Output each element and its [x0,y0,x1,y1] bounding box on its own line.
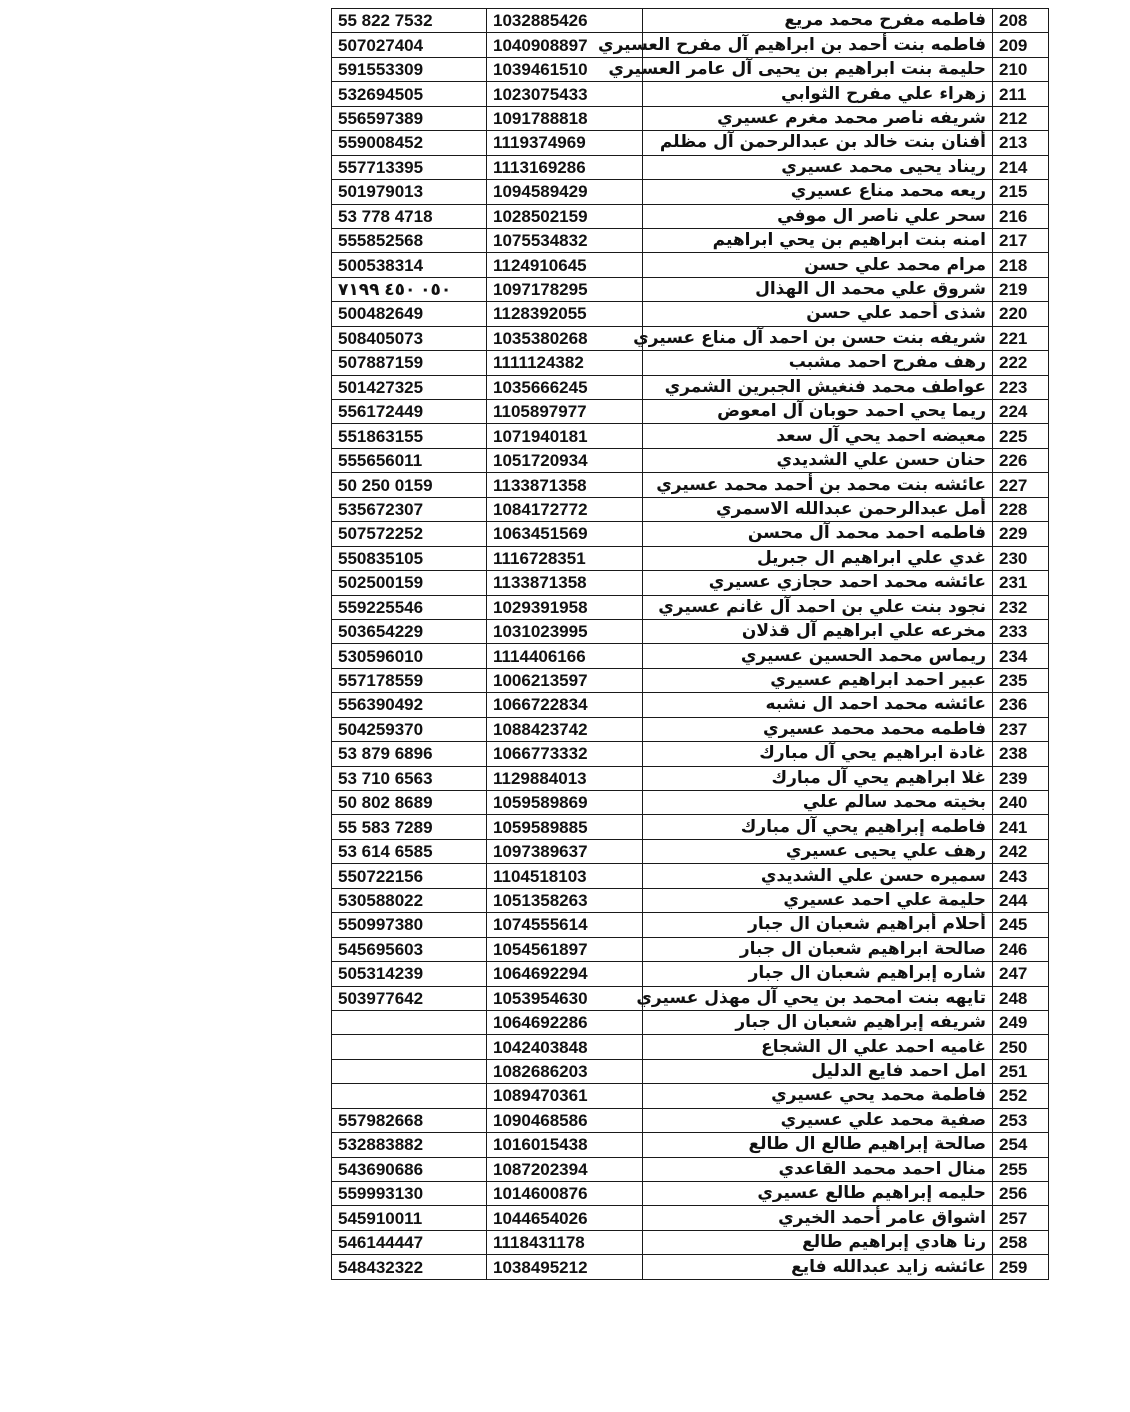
phone-cell: 503977642 [332,986,487,1010]
name-cell: أمل عبدالرحمن عبدالله الاسمري [643,497,993,521]
table-row [332,717,1049,741]
phone-cell: 550997380 [332,913,487,937]
name-cell: ريناد يحيى محمد عسيري [643,155,993,179]
name-cell: عواطف محمد فنغيش الجبرين الشمري [643,375,993,399]
name-cell: مخرعه علي ابراهيم آل قذلان [643,619,993,643]
phone-cell: 559008452 [332,131,487,155]
table-row [332,180,1049,204]
id-number-cell: 1053954630 [487,986,643,1010]
table-row [332,864,1049,888]
name-cell: فاطمه إبراهيم يحي آل مبارك [643,815,993,839]
phone-cell: 546144447 [332,1230,487,1254]
id-number-cell: 1114406166 [487,644,643,668]
id-number-cell: 1116728351 [487,546,643,570]
name-cell: ريعه محمد مناع عسيري [643,180,993,204]
table-row [332,424,1049,448]
id-number-cell: 1066722834 [487,693,643,717]
id-number-cell: 1042403848 [487,1035,643,1059]
row-number-cell: 251 [993,1059,1049,1083]
table-row [332,204,1049,228]
name-cell: تايهه بنت امحمد بن يحي آل مهذل عسيري [643,986,993,1010]
row-number-cell: 243 [993,864,1049,888]
row-number-cell: 225 [993,424,1049,448]
table-row [332,522,1049,546]
name-cell: شريفه ناصر محمد مغرم عسيري [643,106,993,130]
name-cell: عائشه زايد عبدالله فايع [643,1255,993,1279]
table-row [332,277,1049,301]
table-row [332,57,1049,81]
row-number-cell: 226 [993,448,1049,472]
id-number-cell: 1051358263 [487,888,643,912]
id-number-cell: 1090468586 [487,1108,643,1132]
id-number-cell: 1094589429 [487,180,643,204]
id-number-cell: 1104518103 [487,864,643,888]
phone-cell: 535672307 [332,497,487,521]
row-number-cell: 238 [993,742,1049,766]
name-cell: فاطمه احمد محمد آل محسن [643,522,993,546]
id-number-cell: 1075534832 [487,228,643,252]
table-row [332,131,1049,155]
table-row [332,937,1049,961]
id-number-cell: 1097389637 [487,839,643,863]
phone-cell [332,1084,487,1108]
row-number-cell: 229 [993,522,1049,546]
name-cell: غاميه احمد علي ال الشجاع [643,1035,993,1059]
row-number-cell: 241 [993,815,1049,839]
row-number-cell: 249 [993,1010,1049,1034]
row-number-cell: 236 [993,693,1049,717]
row-number-cell: 247 [993,962,1049,986]
id-number-cell: 1133871358 [487,571,643,595]
name-cell: عائشه محمد احمد ال نشبه [643,693,993,717]
table-row [332,375,1049,399]
name-cell: ريماس محمد الحسين عسيري [643,644,993,668]
names-table-body [332,9,1049,1280]
phone-cell: 507887159 [332,351,487,375]
name-cell: نجود بنت علي بن احمد آل غانم عسيري [643,595,993,619]
table-row [332,1035,1049,1059]
table-row [332,962,1049,986]
phone-cell: 555852568 [332,228,487,252]
id-number-cell: 1119374969 [487,131,643,155]
name-cell: فاطمه مفرح محمد مريع [643,9,993,33]
names-table [331,8,1049,1280]
phone-cell: 507027404 [332,33,487,57]
id-number-cell: 1059589885 [487,815,643,839]
row-number-cell: 220 [993,302,1049,326]
row-number-cell: 254 [993,1133,1049,1157]
name-cell: حليمة بنت ابراهيم بن يحيى آل عامر العسيري [643,57,993,81]
table-row [332,106,1049,130]
phone-cell: 500538314 [332,253,487,277]
id-number-cell: 1014600876 [487,1182,643,1206]
id-number-cell: 1040908897 [487,33,643,57]
table-row [332,473,1049,497]
name-cell: معيضه احمد يحي آل سعد [643,424,993,448]
id-number-cell: 1113169286 [487,155,643,179]
id-number-cell: 1023075433 [487,82,643,106]
row-number-cell: 231 [993,571,1049,595]
id-number-cell: 1028502159 [487,204,643,228]
phone-cell: 556172449 [332,400,487,424]
phone-cell [332,1010,487,1034]
phone-cell: 559993130 [332,1182,487,1206]
phone-cell: 508405073 [332,326,487,350]
phone-cell: 530588022 [332,888,487,912]
id-number-cell: 1006213597 [487,668,643,692]
row-number-cell: 216 [993,204,1049,228]
name-cell: صفية محمد علي عسيري [643,1108,993,1132]
name-cell: شروق علي محمد ال الهذال [643,277,993,301]
id-number-cell: 1044654026 [487,1206,643,1230]
phone-cell: 548432322 [332,1255,487,1279]
table-row [332,571,1049,595]
name-cell: صالحة إبراهيم طالع ال طالع [643,1133,993,1157]
name-cell: رنا هادي إبراهيم طالع [643,1230,993,1254]
table-row [332,33,1049,57]
row-number-cell: 248 [993,986,1049,1010]
phone-cell: 53 710 6563 [332,766,487,790]
name-cell: رهف مفرح احمد مشبب [643,351,993,375]
phone-cell: 557713395 [332,155,487,179]
row-number-cell: 255 [993,1157,1049,1181]
phone-cell: 53 778 4718 [332,204,487,228]
table-row [332,693,1049,717]
row-number-cell: 212 [993,106,1049,130]
name-cell: ريما يحي احمد حوبان آل امعوض [643,400,993,424]
id-number-cell: 1064692294 [487,962,643,986]
table-row [332,1108,1049,1132]
phone-cell: 55 583 7289 [332,815,487,839]
row-number-cell: 252 [993,1084,1049,1108]
row-number-cell: 259 [993,1255,1049,1279]
id-number-cell: 1054561897 [487,937,643,961]
table-row [332,228,1049,252]
table-row [332,913,1049,937]
table-row [332,9,1049,33]
phone-cell: 591553309 [332,57,487,81]
table-row [332,1010,1049,1034]
phone-cell: 500482649 [332,302,487,326]
table-row [332,546,1049,570]
row-number-cell: 214 [993,155,1049,179]
phone-cell: 550835105 [332,546,487,570]
name-cell: حليمه إبراهيم طالع عسيري [643,1182,993,1206]
name-cell: عبير احمد ابراهيم عسيري [643,668,993,692]
table-row [332,1133,1049,1157]
name-cell: بخيته محمد سالم علي [643,791,993,815]
table-row [332,400,1049,424]
row-number-cell: 250 [993,1035,1049,1059]
name-cell: سحر علي ناصر ال موفي [643,204,993,228]
table-row [332,253,1049,277]
phone-cell: ٠٥٠ ٤٥٠ ٧١٩٩ [332,277,487,301]
phone-cell: 550722156 [332,864,487,888]
name-cell: شريفه إبراهيم شعبان ال جبار [643,1010,993,1034]
row-number-cell: 224 [993,400,1049,424]
phone-cell: 501427325 [332,375,487,399]
phone-cell: 507572252 [332,522,487,546]
phone-cell: 557982668 [332,1108,487,1132]
phone-cell [332,1059,487,1083]
row-number-cell: 244 [993,888,1049,912]
name-cell: زهراء علي مفرح الثوابي [643,82,993,106]
id-number-cell: 1029391958 [487,595,643,619]
id-number-cell: 1032885426 [487,9,643,33]
phone-cell: 502500159 [332,571,487,595]
phone-cell: 53 614 6585 [332,839,487,863]
row-number-cell: 222 [993,351,1049,375]
name-cell: امل احمد فايع الدليل [643,1059,993,1083]
name-cell: مرام محمد علي حسن [643,253,993,277]
row-number-cell: 208 [993,9,1049,33]
name-cell: سميره حسن علي الشديدي [643,864,993,888]
phone-cell: 545910011 [332,1206,487,1230]
row-number-cell: 227 [993,473,1049,497]
table-row [332,1255,1049,1279]
row-number-cell: 237 [993,717,1049,741]
phone-cell: 50 250 0159 [332,473,487,497]
name-cell: رهف علي يحيى عسيري [643,839,993,863]
table-row [332,668,1049,692]
id-number-cell: 1035380268 [487,326,643,350]
row-number-cell: 221 [993,326,1049,350]
table-row [332,448,1049,472]
row-number-cell: 245 [993,913,1049,937]
id-number-cell: 1088423742 [487,717,643,741]
name-cell: امنه بنت ابراهيم بن يحي ابراهيم [643,228,993,252]
id-number-cell: 1039461510 [487,57,643,81]
phone-cell: 505314239 [332,962,487,986]
id-number-cell: 1016015438 [487,1133,643,1157]
table-row [332,619,1049,643]
name-cell: شذى أحمد علي حسن [643,302,993,326]
phone-cell: 556597389 [332,106,487,130]
id-number-cell: 1128392055 [487,302,643,326]
id-number-cell: 1074555614 [487,913,643,937]
phone-cell: 555656011 [332,448,487,472]
id-number-cell: 1097178295 [487,277,643,301]
row-number-cell: 240 [993,791,1049,815]
scanned-list-sheet [331,8,1048,1280]
row-number-cell: 234 [993,644,1049,668]
id-number-cell: 1038495212 [487,1255,643,1279]
row-number-cell: 211 [993,82,1049,106]
phone-cell: 532694505 [332,82,487,106]
id-number-cell: 1064692286 [487,1010,643,1034]
row-number-cell: 232 [993,595,1049,619]
row-number-cell: 210 [993,57,1049,81]
id-number-cell: 1133871358 [487,473,643,497]
phone-cell: 556390492 [332,693,487,717]
name-cell: عائشه بنت محمد بن أحمد محمد عسيري [643,473,993,497]
table-row [332,1206,1049,1230]
row-number-cell: 228 [993,497,1049,521]
row-number-cell: 233 [993,619,1049,643]
table-row [332,839,1049,863]
phone-cell: 532883882 [332,1133,487,1157]
id-number-cell: 1051720934 [487,448,643,472]
row-number-cell: 219 [993,277,1049,301]
table-row [332,1157,1049,1181]
id-number-cell: 1089470361 [487,1084,643,1108]
id-number-cell: 1124910645 [487,253,643,277]
name-cell: شاره إبراهيم شعبان ال جبار [643,962,993,986]
table-row [332,302,1049,326]
table-row [332,497,1049,521]
table-row [332,815,1049,839]
name-cell: فاطمة محمد يحي عسيري [643,1084,993,1108]
name-cell: فاطمه بنت أحمد بن ابراهيم آل مفرح العسيري [643,33,993,57]
id-number-cell: 1063451569 [487,522,643,546]
id-number-cell: 1091788818 [487,106,643,130]
name-cell: غدي علي ابراهيم ال جبريل [643,546,993,570]
id-number-cell: 1105897977 [487,400,643,424]
name-cell: عائشه محمد احمد حجازي عسيري [643,571,993,595]
phone-cell: 551863155 [332,424,487,448]
row-number-cell: 215 [993,180,1049,204]
name-cell: حليمة علي احمد عسيري [643,888,993,912]
id-number-cell: 1059589869 [487,791,643,815]
id-number-cell: 1111124382 [487,351,643,375]
id-number-cell: 1129884013 [487,766,643,790]
table-row [332,1084,1049,1108]
row-number-cell: 256 [993,1182,1049,1206]
phone-cell: 559225546 [332,595,487,619]
row-number-cell: 257 [993,1206,1049,1230]
phone-cell: 543690686 [332,1157,487,1181]
name-cell: منال احمد محمد القاعدي [643,1157,993,1181]
name-cell: صالحة ابراهيم شعبان ال جبار [643,937,993,961]
id-number-cell: 1084172772 [487,497,643,521]
id-number-cell: 1087202394 [487,1157,643,1181]
table-row [332,595,1049,619]
id-number-cell: 1035666245 [487,375,643,399]
id-number-cell: 1118431178 [487,1230,643,1254]
table-row [332,1182,1049,1206]
id-number-cell: 1082686203 [487,1059,643,1083]
id-number-cell: 1031023995 [487,619,643,643]
name-cell: أحلام أبراهيم شعبان ال جبار [643,913,993,937]
table-row [332,1230,1049,1254]
name-cell: غلا ابراهيم يحي آل مبارك [643,766,993,790]
phone-cell: 504259370 [332,717,487,741]
name-cell: اشواق عامر أحمد الخيري [643,1206,993,1230]
phone-cell: 50 802 8689 [332,791,487,815]
row-number-cell: 230 [993,546,1049,570]
table-row [332,986,1049,1010]
table-row [332,766,1049,790]
table-row [332,1059,1049,1083]
table-row [332,82,1049,106]
name-cell: فاطمه محمد محمد عسيري [643,717,993,741]
row-number-cell: 242 [993,839,1049,863]
table-row [332,791,1049,815]
phone-cell: 501979013 [332,180,487,204]
phone-cell: 53 879 6896 [332,742,487,766]
id-number-cell: 1066773332 [487,742,643,766]
phone-cell: 557178559 [332,668,487,692]
table-row [332,351,1049,375]
row-number-cell: 239 [993,766,1049,790]
table-row [332,326,1049,350]
row-number-cell: 217 [993,228,1049,252]
table-row [332,888,1049,912]
row-number-cell: 218 [993,253,1049,277]
row-number-cell: 235 [993,668,1049,692]
phone-cell: 503654229 [332,619,487,643]
name-cell: أفنان بنت خالد بن عبدالرحمن آل مظلم [643,131,993,155]
row-number-cell: 209 [993,33,1049,57]
table-row [332,742,1049,766]
id-number-cell: 1071940181 [487,424,643,448]
table-row [332,644,1049,668]
phone-cell: 545695603 [332,937,487,961]
phone-cell: 530596010 [332,644,487,668]
row-number-cell: 223 [993,375,1049,399]
table-row [332,155,1049,179]
row-number-cell: 246 [993,937,1049,961]
phone-cell [332,1035,487,1059]
name-cell: حنان حسن علي الشديدي [643,448,993,472]
phone-cell: 55 822 7532 [332,9,487,33]
row-number-cell: 213 [993,131,1049,155]
row-number-cell: 258 [993,1230,1049,1254]
row-number-cell: 253 [993,1108,1049,1132]
name-cell: غادة ابراهيم يحي آل مبارك [643,742,993,766]
name-cell: شريفه بنت حسن بن احمد آل مناع عسيري [643,326,993,350]
